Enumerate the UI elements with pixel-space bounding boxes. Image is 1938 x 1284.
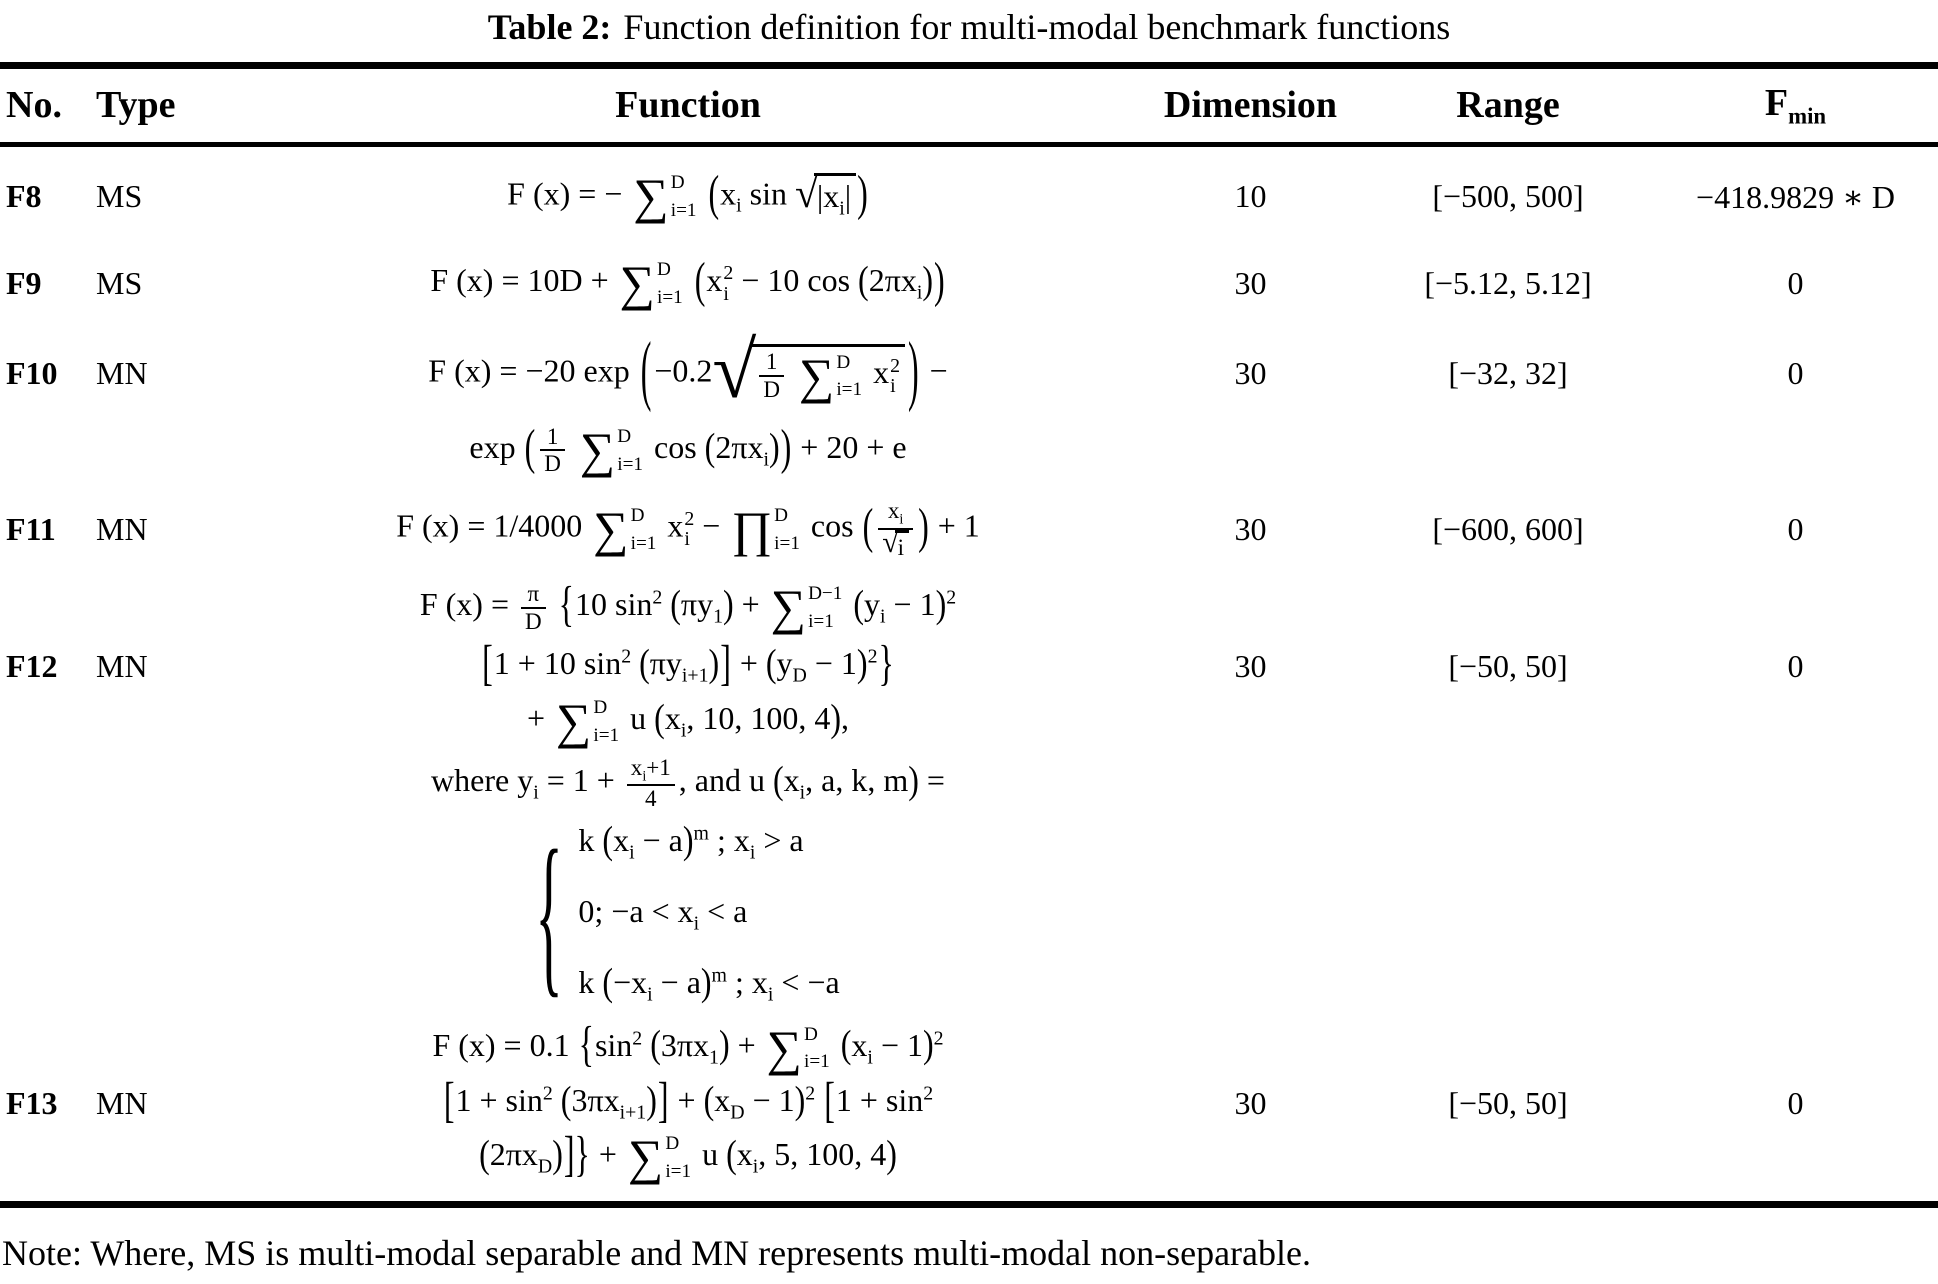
table-row [0, 243, 1938, 325]
row-type-label: MN [96, 510, 148, 547]
dimension-value: 30 [1234, 265, 1267, 302]
table-note [0, 1232, 1938, 1274]
function-formula-line: F (x) = 10D + ∑ D i=1 (x 2 i − 10 $\cos (2\pi x_i)$) [430, 251, 945, 312]
row-type-label: MN [96, 1084, 148, 1121]
column-header-fmin [1653, 81, 1938, 130]
range-value: [−50, 50] [1448, 1084, 1568, 1121]
table-body [0, 147, 1938, 1201]
row-no-label: F11 [6, 510, 56, 547]
table-row [0, 325, 1938, 487]
table-top-rule [0, 62, 1938, 69]
row-no-label: F10 [6, 355, 58, 392]
row-no-label: F8 [6, 178, 42, 215]
table-row [0, 1016, 1938, 1191]
function-formula-line: F (x) = 1/4000 ∑ D i=1 x 2 i − ∏ D i=1 cos ( $x_i$ √ i ) + 1 [396, 497, 980, 560]
function-formula-line: $(2\pi x_D)$]} + ∑ D i=1 u ($x_i$, 5, 100, 4) [479, 1125, 897, 1186]
dimension-value: 30 [1234, 355, 1267, 392]
table-note-text: Note: Where, MS is multi-modal separable and MN represents multi-modal non-separable. [2, 1232, 1311, 1273]
range-value: [−5.12, 5.12] [1424, 265, 1592, 302]
function-formula-line: $[1 + \sin^2 (3\pi x_{i+1})] + (x_D - 1)^2$ [$1 + \sin^2$ [443, 1071, 934, 1128]
column-header-no: No. [6, 84, 62, 127]
column-header-range: Range [1456, 84, 1560, 127]
function-formula-line: { k $(x_i - a)^m$ ; $x_i > a$ 0; $-a < x_i < a$ k $(-x_i - a)^m$ ; $x_i < -a$ [535, 815, 840, 1014]
range-value: [−50, 50] [1448, 647, 1568, 684]
fmin-value: 0 [1787, 647, 1804, 684]
function-formula-line: where $y_i = 1$ + $\frac{x_i+1}{4}$ , and u ($x_i$, a, k, m) = [431, 753, 945, 812]
table-bottom-rule [0, 1201, 1938, 1208]
function-formula-line: F (x) = $\frac{\pi}{D}$ {10 $\sin^2 (\pi y_1)$ + ∑ D−1 i=1 $(y_i - 1)^2$ [419, 575, 957, 636]
table-title-text: Function definition for multi-modal benchmark functions [623, 7, 1451, 47]
row-no-label: F9 [6, 265, 42, 302]
range-value: [−500, 500] [1432, 178, 1584, 215]
table-header-row [0, 69, 1938, 142]
fmin-value: 0 [1787, 265, 1804, 302]
function-formula-line: [1 + 10 $\sin^2 (\pi y_{i+1})] + (y_D - 1)^2$} [482, 634, 894, 691]
range-value: [−32, 32] [1448, 355, 1568, 392]
row-type-label: MS [96, 178, 143, 215]
function-formula-line: exp ( $\frac{1}{D}$ ∑ D i=1 $\cos (2\pi x_i)) + 20 + e$ [469, 418, 907, 478]
column-header-dimension: Dimension [1163, 84, 1338, 127]
row-type-label: MN [96, 647, 148, 684]
fmin-value: 0 [1787, 510, 1804, 547]
function-formula-line: F (x) = 0.1 {$\sin^2$ $(3\pi x_1)$ + ∑ D i=1 $(x_i - 1)^2$ [432, 1016, 944, 1076]
function-formula-line: F (x) = −20 exp (−0.2 √ $\frac{1}{D}$ ∑ D i=1 x 2 i ) − [428, 324, 948, 416]
function-formula-line: + ∑ D i=1 u ($x_i$, 10, 100, 4), [527, 693, 849, 749]
row-no-label: F13 [6, 1084, 58, 1121]
function-formula-line: F (x) = − ∑ D i=1 ($x_i$ sin √ $|x_i|$ ) [507, 164, 868, 225]
fmin-value: 0 [1787, 355, 1804, 392]
table-row [0, 486, 1938, 572]
column-header-type: Type [96, 84, 176, 127]
fmin-value: 0 [1787, 1084, 1804, 1121]
fmin-base: F [1764, 82, 1789, 124]
fmin-subscript: min [1788, 103, 1827, 129]
dimension-value: 30 [1234, 1084, 1267, 1121]
table-title-label: Table 2: [487, 7, 612, 47]
column-header-function: Function [615, 84, 761, 127]
row-no-label: F12 [6, 647, 58, 684]
dimension-value: 30 [1234, 510, 1267, 547]
row-type-label: MS [96, 265, 143, 302]
dimension-value: 30 [1234, 647, 1267, 684]
range-value: [−600, 600] [1432, 510, 1584, 547]
table-title [0, 6, 1938, 48]
table-row [0, 572, 1938, 1015]
row-type-label: MN [96, 355, 148, 392]
dimension-value: 10 [1234, 178, 1267, 215]
table-row [0, 151, 1938, 243]
fmin-value: −418.9829 ∗ D [1696, 178, 1895, 215]
